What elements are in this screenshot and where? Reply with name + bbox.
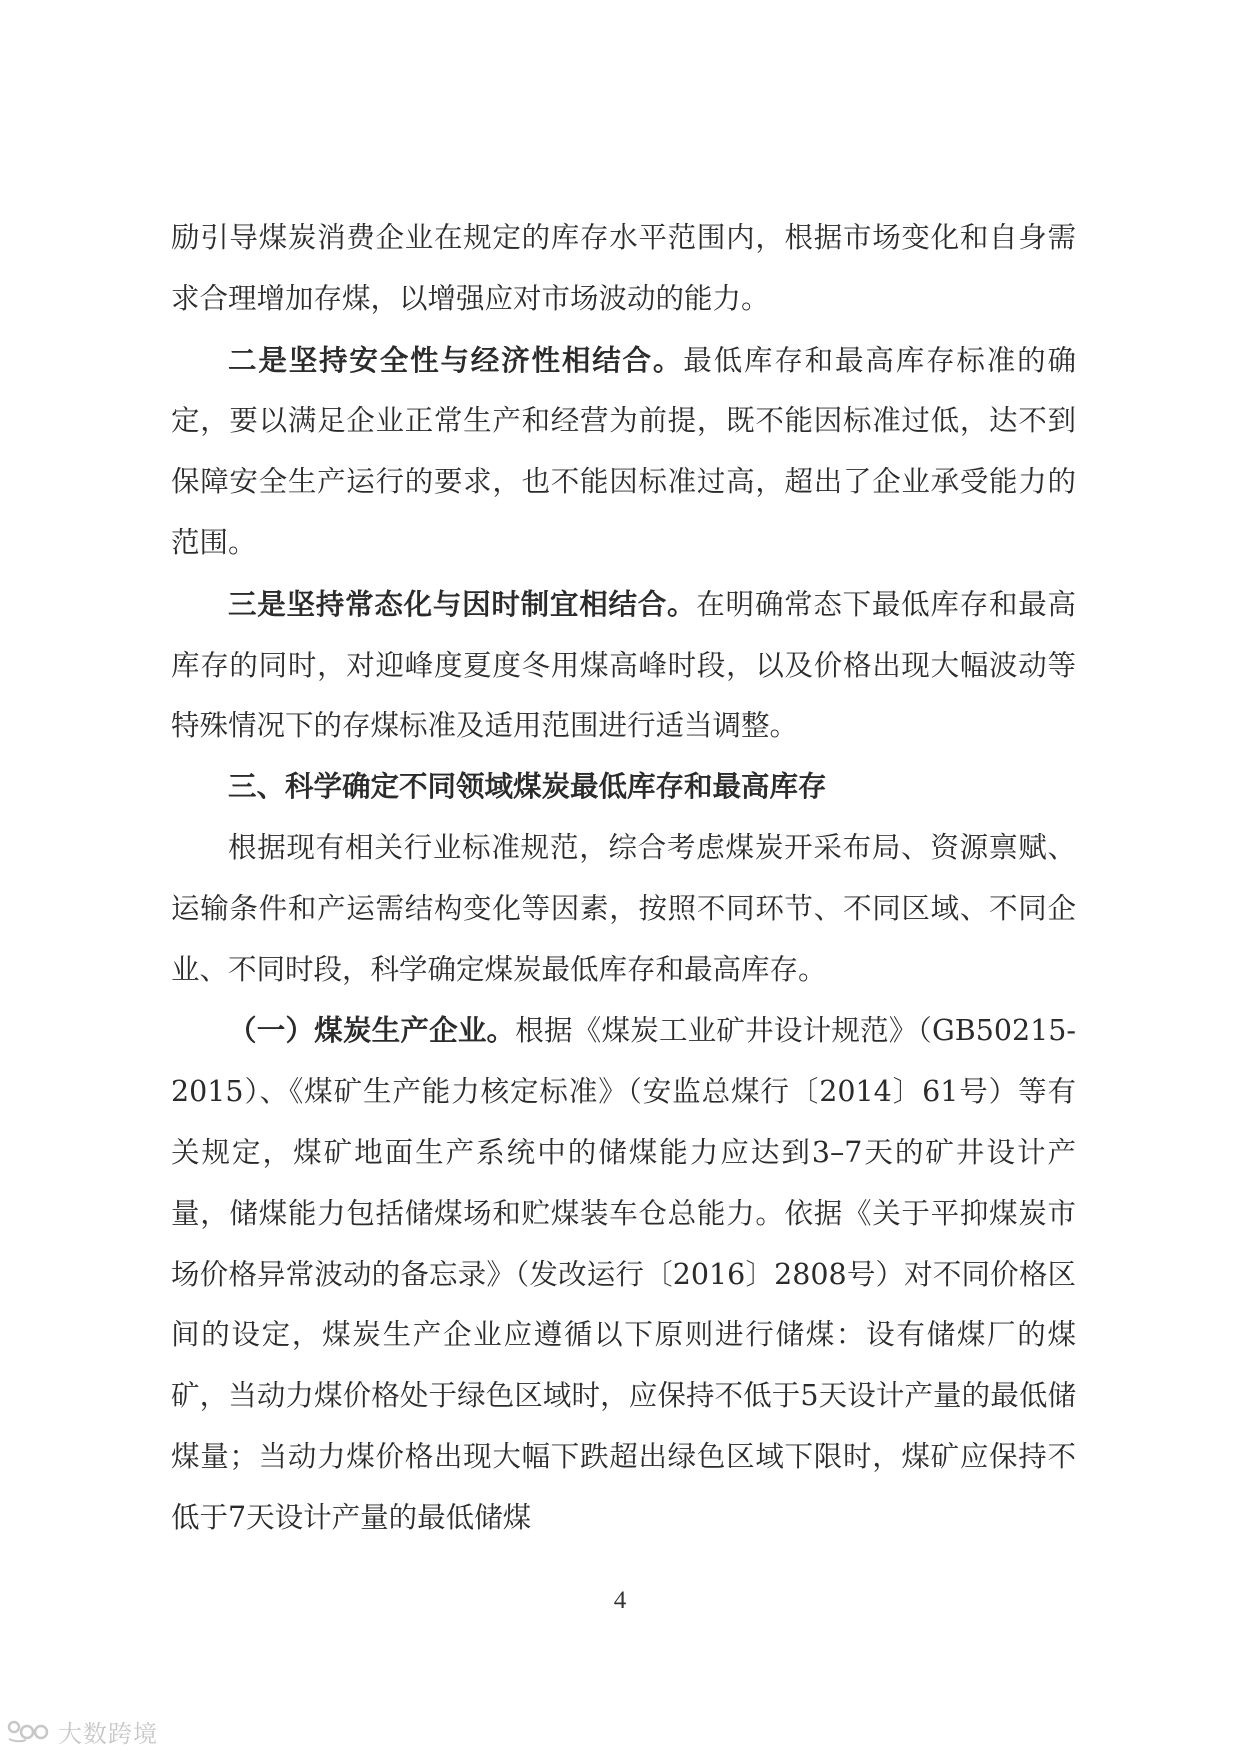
paragraph-lead: （一）煤炭生产企业。 — [228, 1013, 516, 1048]
paragraph-text: 根据《煤炭工业矿井设计规范》（GB50215-2015）、《煤矿生产能力核定标准》（安监总煤行〔2014〕61号）等有关规定，煤矿地面生产系统中的储煤能力应达到3–7天的矿井设计产量，储煤能力包括储煤场和贮煤装车仓总能力。依据《关于平抑煤炭市场价格异常波动的备忘录》（发改运行〔2016〕2808号）对不同价格区间的设定，煤炭生产企业应遵循以下原则进行储煤：设有储煤厂的煤矿，当动力煤价格处于绿色区域时，应保持不低于5天设计产量的最低储煤量；当动力煤价格出现大幅下跌超出绿色区域下限时，煤矿应保持不低于7天设计产量的最低储煤 — [171, 1014, 1076, 1534]
paragraph-principle-three — [171, 574, 1076, 757]
paragraph-section-intro — [171, 818, 1076, 1000]
paragraph-text: 最低库存和最高库存标准的确定，要以满足企业正常生产和经营为前提，既不能因标准过低，达不到保障安全生产运行的要求，也不能因标准过高，超出了企业承受能力的范围。 — [171, 343, 1076, 559]
paragraph-text: 根据现有相关行业标准规范，综合考虑煤炭开采布局、资源禀赋、运输条件和产运需结构变化等因素，按照不同环节、不同区域、不同企业、不同时段，科学确定煤炭最低库存和最高库存。 — [171, 830, 1076, 986]
paragraph-coal-producers — [171, 1000, 1076, 1548]
paragraph-continuation — [171, 208, 1076, 330]
paragraph-principle-two — [171, 330, 1076, 574]
watermark-text: 大数跨境 — [58, 1719, 158, 1748]
section-heading: 三、科学确定不同领域煤炭最低库存和最高库存 — [228, 770, 827, 804]
paragraph-lead: 三是坚持常态化与因时制宜相结合。 — [228, 586, 697, 621]
page-number: 4 — [613, 1587, 627, 1614]
paragraph-lead: 二是坚持安全性与经济性相结合。 — [228, 342, 684, 377]
document-body — [171, 208, 1076, 1549]
paragraph-text: 在明确常态下最低库存和最高库存的同时，对迎峰度夏度冬用煤高峰时段，以及价格出现大幅波动等特殊情况下的存煤标准及适用范围进行适当调整。 — [171, 587, 1076, 743]
paragraph-text: 励引导煤炭消费企业在规定的库存水平范围内，根据市场变化和自身需求合理增加存煤，以增强应对市场波动的能力。 — [171, 221, 1076, 315]
watermark — [6, 1714, 158, 1748]
watermark-logo-icon — [6, 1718, 52, 1744]
